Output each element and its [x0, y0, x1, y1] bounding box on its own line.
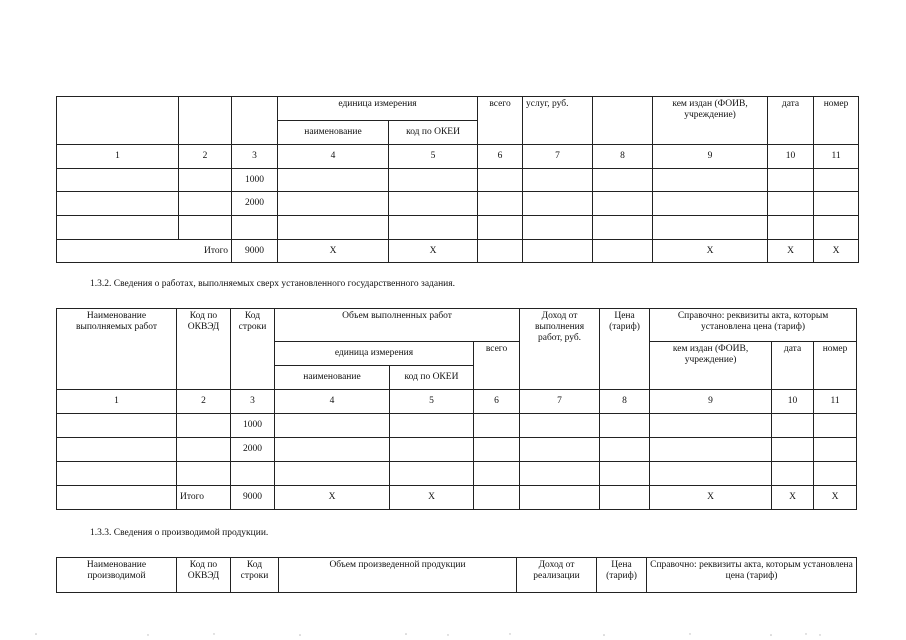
index-row — [57, 390, 857, 414]
cell[interactable] — [814, 216, 859, 240]
cell[interactable] — [593, 216, 653, 240]
cell[interactable] — [650, 438, 772, 462]
cell[interactable] — [600, 462, 650, 486]
cell[interactable] — [478, 169, 523, 192]
header-unit-name: наименование — [275, 366, 390, 390]
cell[interactable] — [478, 192, 523, 216]
total-label: Итого — [177, 486, 231, 510]
cell[interactable] — [768, 169, 814, 192]
cell[interactable] — [478, 240, 523, 263]
cell[interactable] — [768, 216, 814, 240]
section-heading-1-3-2: 1.3.2. Сведения о работах, выполняемых сверх установленного государственного задания. — [90, 279, 455, 289]
cell[interactable] — [179, 169, 232, 192]
cell[interactable] — [814, 414, 857, 438]
cell[interactable] — [523, 192, 593, 216]
cell[interactable] — [278, 192, 389, 216]
cell[interactable] — [814, 169, 859, 192]
cell[interactable] — [275, 438, 390, 462]
header-code: Код строки — [231, 309, 275, 390]
header-cell — [232, 97, 278, 145]
row-code — [232, 216, 278, 240]
cell[interactable] — [653, 169, 768, 192]
cell[interactable] — [57, 216, 179, 240]
table-services-continued — [56, 96, 859, 263]
header-income: Доход от реализации — [517, 558, 597, 593]
cell[interactable] — [275, 414, 390, 438]
header-name: Наименование производимой — [57, 558, 177, 593]
index-cell: 4 — [275, 390, 390, 414]
cell[interactable] — [523, 216, 593, 240]
header-code: Код строки — [231, 558, 279, 593]
cell[interactable] — [278, 216, 389, 240]
cell[interactable] — [179, 216, 232, 240]
header-price: Цена (тариф) — [600, 309, 650, 390]
table-row — [57, 462, 857, 486]
cell[interactable] — [389, 192, 478, 216]
cell[interactable] — [278, 169, 389, 192]
header-issuer: кем издан (ФОИВ, учреждение) — [653, 97, 768, 145]
cell[interactable] — [523, 240, 593, 263]
index-cell: 3 — [231, 390, 275, 414]
cell[interactable] — [177, 438, 231, 462]
x-mark: X — [390, 486, 474, 510]
index-cell: 11 — [814, 390, 857, 414]
table-works-above-assignment — [56, 308, 857, 510]
x-mark: X — [772, 486, 814, 510]
table-row — [57, 414, 857, 438]
x-mark: X — [389, 240, 478, 263]
index-cell: 4 — [278, 145, 389, 169]
cell[interactable] — [520, 438, 600, 462]
cell[interactable] — [772, 438, 814, 462]
header-total: всего — [474, 342, 520, 390]
header-unit: единица измерения — [275, 342, 474, 366]
cell[interactable] — [520, 486, 600, 510]
cell[interactable] — [275, 462, 390, 486]
header-cell — [179, 97, 232, 145]
cell[interactable] — [520, 414, 600, 438]
section-heading-1-3-3: 1.3.3. Сведения о производимой продукции. — [90, 528, 269, 538]
x-mark: X — [814, 486, 857, 510]
total-code: 9000 — [231, 486, 275, 510]
table-row — [57, 438, 857, 462]
header-okved: Код по ОКВЭД — [177, 558, 231, 593]
header-name: Наименование выполняемых работ — [57, 309, 177, 390]
cell[interactable] — [593, 169, 653, 192]
header-unit: единица измерения — [278, 97, 478, 121]
cell[interactable] — [650, 414, 772, 438]
cell[interactable] — [57, 438, 177, 462]
row-code — [231, 462, 275, 486]
cell — [57, 240, 179, 263]
header-issuer: кем издан (ФОИВ, учреждение) — [650, 342, 772, 390]
cell[interactable] — [768, 192, 814, 216]
cell[interactable] — [653, 216, 768, 240]
cell[interactable] — [389, 216, 478, 240]
header-okei: код по ОКЕИ — [389, 121, 478, 145]
table-row — [57, 169, 859, 192]
header-number: номер — [814, 97, 859, 145]
row-code: 1000 — [231, 414, 275, 438]
cell[interactable] — [57, 414, 177, 438]
header-cell — [593, 97, 653, 145]
header-number: номер — [814, 342, 857, 390]
cell[interactable] — [593, 192, 653, 216]
cell[interactable] — [600, 438, 650, 462]
header-volume: Объем выполненных работ — [275, 309, 520, 342]
cell[interactable] — [772, 462, 814, 486]
header-services: услуг, руб. — [523, 97, 593, 145]
header-income: Доход от выполнения работ, руб. — [520, 309, 600, 390]
index-cell: 6 — [478, 145, 523, 169]
table-produced-output — [56, 557, 857, 593]
header-unit-name: наименование — [278, 121, 389, 145]
cell[interactable] — [390, 462, 474, 486]
cell[interactable] — [57, 462, 177, 486]
cell[interactable] — [389, 169, 478, 192]
cell[interactable] — [650, 462, 772, 486]
index-cell: 10 — [772, 390, 814, 414]
total-row — [57, 240, 859, 263]
header-cell — [57, 97, 179, 145]
cell[interactable] — [390, 414, 474, 438]
row-code: 2000 — [231, 438, 275, 462]
scan-noise — [0, 630, 906, 640]
cell[interactable] — [177, 414, 231, 438]
index-cell: 11 — [814, 145, 859, 169]
header-date: дата — [772, 342, 814, 390]
header-okei: код по ОКЕИ — [390, 366, 474, 390]
x-mark: X — [768, 240, 814, 263]
index-cell: 1 — [57, 390, 177, 414]
cell[interactable] — [520, 462, 600, 486]
index-cell: 9 — [653, 145, 768, 169]
header-price: Цена (тариф) — [597, 558, 647, 593]
x-mark: X — [650, 486, 772, 510]
index-cell: 8 — [593, 145, 653, 169]
header-okved: Код по ОКВЭД — [177, 309, 231, 390]
index-cell: 10 — [768, 145, 814, 169]
table-row — [57, 192, 859, 216]
cell[interactable] — [474, 438, 520, 462]
cell[interactable] — [523, 169, 593, 192]
index-cell: 2 — [177, 390, 231, 414]
index-cell: 5 — [389, 145, 478, 169]
total-row — [57, 486, 857, 510]
cell[interactable] — [814, 192, 859, 216]
index-cell: 3 — [232, 145, 278, 169]
x-mark: X — [653, 240, 768, 263]
index-cell: 5 — [390, 390, 474, 414]
header-date: дата — [768, 97, 814, 145]
header-reference: Справочно: реквизиты акта, которым установлена цена (тариф) — [647, 558, 857, 593]
index-cell: 7 — [520, 390, 600, 414]
x-mark: X — [278, 240, 389, 263]
index-cell: 6 — [474, 390, 520, 414]
table-row — [57, 216, 859, 240]
cell[interactable] — [653, 192, 768, 216]
index-cell: 9 — [650, 390, 772, 414]
row-code: 2000 — [232, 192, 278, 216]
cell[interactable] — [600, 414, 650, 438]
header-volume: Объем произведенной продукции — [279, 558, 517, 593]
cell[interactable] — [814, 462, 857, 486]
index-cell: 2 — [179, 145, 232, 169]
cell[interactable] — [390, 438, 474, 462]
cell[interactable] — [478, 216, 523, 240]
cell — [57, 486, 177, 510]
header-reference: Справочно: реквизиты акта, которым установлена цена (тариф) — [650, 309, 857, 342]
cell[interactable] — [474, 486, 520, 510]
cell[interactable] — [600, 486, 650, 510]
total-label: Итого — [179, 240, 232, 263]
cell[interactable] — [179, 192, 232, 216]
header-total: всего — [478, 97, 523, 145]
cell[interactable] — [474, 462, 520, 486]
cell[interactable] — [593, 240, 653, 263]
cell[interactable] — [57, 169, 179, 192]
cell[interactable] — [814, 438, 857, 462]
cell[interactable] — [772, 414, 814, 438]
x-mark: X — [275, 486, 390, 510]
cell[interactable] — [474, 414, 520, 438]
total-code: 9000 — [232, 240, 278, 263]
index-cell: 1 — [57, 145, 179, 169]
row-code: 1000 — [232, 169, 278, 192]
x-mark: X — [814, 240, 859, 263]
index-row — [57, 145, 859, 169]
cell[interactable] — [177, 462, 231, 486]
index-cell: 8 — [600, 390, 650, 414]
index-cell: 7 — [523, 145, 593, 169]
cell[interactable] — [57, 192, 179, 216]
